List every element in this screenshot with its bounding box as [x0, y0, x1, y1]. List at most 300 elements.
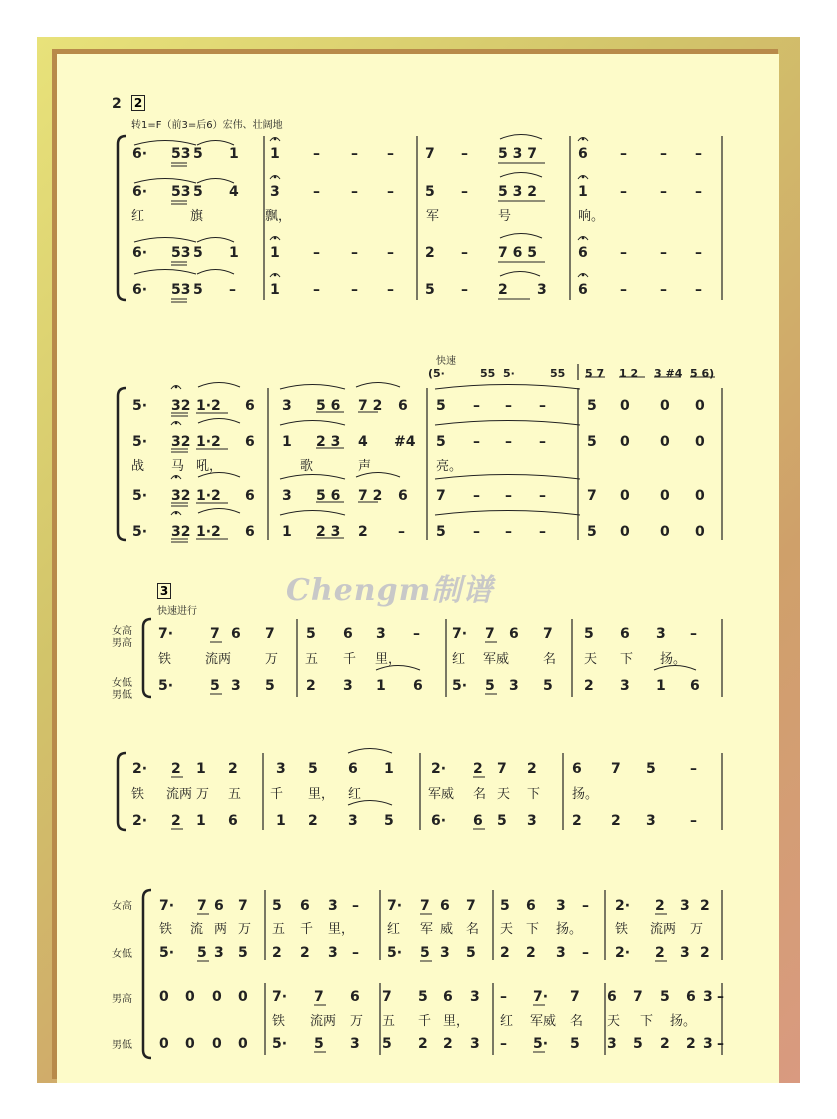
slur [198, 473, 240, 478]
slur [435, 511, 580, 516]
voice-1-note: 3 [282, 398, 292, 414]
voice-1-note: 6 [343, 626, 353, 642]
voice-4-note: 32 [171, 524, 191, 540]
lyric: 五 [272, 922, 286, 937]
voice-1-note: – [461, 146, 468, 162]
lyric: 天 [497, 787, 511, 802]
voice-2-note: – [387, 184, 394, 200]
lyric: 铁 [158, 652, 172, 667]
voice-4-note: 1 [270, 282, 280, 298]
voice-2-note: 3 [348, 813, 358, 829]
alto-note: 5· [159, 945, 175, 961]
slur [197, 238, 234, 243]
voice-label: 女高 [112, 901, 132, 912]
lyric: 两 [214, 922, 228, 937]
bass-note: 5 [570, 1036, 580, 1052]
voice-1-note: 5 [646, 761, 656, 777]
voice-3-note: 0 [660, 488, 670, 504]
fermata-dot [274, 138, 277, 141]
tempo-marking: 快速进行 [157, 606, 197, 617]
tenor-note: 6 [350, 989, 360, 1005]
soprano-note: 2 [700, 898, 710, 914]
slur [280, 385, 345, 390]
tenor-note: 0 [185, 989, 195, 1005]
voice-1-note: 5 [308, 761, 318, 777]
voice-3-note: – [620, 245, 627, 261]
voice-3-note: 5 [193, 245, 203, 261]
slur [134, 141, 196, 146]
voice-2-note: 5· [132, 434, 148, 450]
alto-note: 3 [556, 945, 566, 961]
soprano-note: 3 [556, 898, 566, 914]
voice-1-note: 2 [228, 761, 238, 777]
lyric: 天 [500, 922, 514, 937]
voice-1-note: 5 [587, 398, 597, 414]
voice-2-note: 6 [245, 434, 255, 450]
lyric: 红 [348, 787, 362, 802]
alto-note: 5 [466, 945, 476, 961]
bass-note: 0 [212, 1036, 222, 1052]
voice-1-note: – [351, 146, 358, 162]
soprano-note: 2 [655, 898, 665, 914]
slur [134, 238, 196, 243]
alto-note: 3 [440, 945, 450, 961]
slur [198, 509, 240, 514]
voice-2-note: 3 [231, 678, 241, 694]
alto-note: 3 [328, 945, 338, 961]
soprano-note: 6 [440, 898, 450, 914]
voice-2-note: 5 [425, 184, 435, 200]
voice-1-note: 3 [376, 626, 386, 642]
voice-2-note: – [505, 434, 512, 450]
system-5-bracket [143, 890, 151, 1058]
voice-2-note: 5 [193, 184, 203, 200]
cue-note: (5· [428, 367, 445, 380]
voice-label: 女低 [112, 678, 132, 689]
voice-3-note: 1·2 [196, 488, 221, 504]
voice-2-note: 5 [497, 813, 507, 829]
lyric: 红 [131, 209, 145, 224]
voice-1-note: 5 [193, 146, 203, 162]
voice-2-note: 6· [132, 184, 148, 200]
voice-1-note: 1 [270, 146, 280, 162]
slur [134, 270, 196, 275]
cue-note: 5 7 [585, 367, 605, 380]
voice-1-note: – [620, 146, 627, 162]
slur [356, 383, 400, 388]
voice-2-note: 2 [308, 813, 318, 829]
voice-3-note: 5 6 [316, 488, 341, 504]
voice-2-note: 4 [358, 434, 368, 450]
lyric: 万 [350, 1014, 364, 1029]
lyric: 军威 [428, 787, 455, 802]
tenor-note: 7 [570, 989, 580, 1005]
soprano-note: 5 [272, 898, 282, 914]
voice-2-note: 6 [228, 813, 238, 829]
voice-label: 男低 [112, 1040, 132, 1051]
voice-1-note: 53 [171, 146, 191, 162]
voice-3-note: 32 [171, 488, 191, 504]
voice-2-note: 1 [196, 813, 206, 829]
lyric: 万 [690, 922, 704, 937]
voice-1-note: 6· [132, 146, 148, 162]
tenor-note: 0 [238, 989, 248, 1005]
voice-3-note: – [660, 245, 667, 261]
lyric: 流两 [310, 1014, 337, 1029]
alto-note: 2 [300, 945, 310, 961]
voice-1-note: 1 [196, 761, 206, 777]
lyric: 响。 [578, 209, 605, 224]
voice-1-note: 6 [245, 398, 255, 414]
voice-3-note: 7 [436, 488, 446, 504]
lyric: 飘， [265, 209, 292, 224]
lyric: 里， [308, 787, 335, 802]
lyric: 军 [420, 922, 434, 937]
voice-1-note: 7 [497, 761, 507, 777]
voice-3-note: – [313, 245, 320, 261]
lyric: 马 [171, 459, 185, 474]
voice-2-note: 3 [646, 813, 656, 829]
tenor-note: – [717, 989, 724, 1005]
voice-3-note: 6 [398, 488, 408, 504]
lyric: 军 [426, 209, 440, 224]
voice-4-note: – [461, 282, 468, 298]
voice-3-note: 6 [245, 488, 255, 504]
slur [654, 666, 696, 671]
voice-1-note: 2 [473, 761, 483, 777]
voice-1-note: 3 [656, 626, 666, 642]
voice-4-note: 5 [193, 282, 203, 298]
lyric: 下 [527, 787, 541, 802]
voice-3-note: – [505, 488, 512, 504]
voice-1-note: 7· [158, 626, 174, 642]
voice-2-note: – [690, 813, 697, 829]
bass-note: – [717, 1036, 724, 1052]
fermata-dot [582, 176, 585, 179]
voice-3-note: – [387, 245, 394, 261]
lyric: 里， [443, 1014, 470, 1029]
system-1-bracket [118, 136, 126, 300]
voice-4-note: 3 [537, 282, 547, 298]
fermata-dot [175, 512, 178, 515]
soprano-note: 5 [500, 898, 510, 914]
lyric: 五 [382, 1014, 396, 1029]
voice-2-note: 5 [485, 678, 495, 694]
tenor-note: 6 [686, 989, 696, 1005]
cue-note: 5· [503, 367, 515, 380]
tenor-note: 6 [443, 989, 453, 1005]
lyric: 扬。 [660, 652, 687, 667]
voice-1-note: 7 [543, 626, 553, 642]
lyric: 五 [228, 787, 242, 802]
lyric: 红 [387, 922, 401, 937]
lyric: 铁 [272, 1014, 286, 1029]
lyric: 名 [473, 787, 487, 802]
slur [500, 173, 542, 178]
slur [197, 141, 234, 146]
voice-1-note: – [473, 398, 480, 414]
tenor-note: 3 [703, 989, 713, 1005]
watermark: Chengm制谱 [286, 573, 494, 608]
fermata-dot [175, 422, 178, 425]
lyric: 流两 [166, 787, 193, 802]
soprano-note: – [352, 898, 359, 914]
voice-3-note: 0 [620, 488, 630, 504]
voice-2-note: 4 [229, 184, 239, 200]
slur [435, 421, 580, 426]
lyric: 歌 [300, 459, 314, 474]
voice-3-note: 2 [425, 245, 435, 261]
slur [348, 749, 392, 754]
lyric: 流两 [650, 922, 677, 937]
slur [376, 666, 420, 671]
lyric: 千 [300, 922, 314, 937]
voice-2-note: – [313, 184, 320, 200]
voice-4-note: 0 [620, 524, 630, 540]
lyric: 流 [190, 922, 204, 937]
voice-1-note: 1·2 [196, 398, 221, 414]
voice-3-note: 53 [171, 245, 191, 261]
fermata-dot [582, 237, 585, 240]
voice-4-note: 1 [282, 524, 292, 540]
lyric: 流两 [205, 652, 232, 667]
alto-note: 2 [272, 945, 282, 961]
voice-4-note: – [660, 282, 667, 298]
tenor-note: 7· [272, 989, 288, 1005]
bass-note: 5 [633, 1036, 643, 1052]
voice-2-note: 2 3 [316, 434, 341, 450]
tenor-note: 5 [418, 989, 428, 1005]
voice-2-note: 6· [431, 813, 447, 829]
voice-1-note: – [539, 398, 546, 414]
slur [197, 270, 234, 275]
lyric: 扬。 [670, 1014, 697, 1029]
voice-1-note: 6 [572, 761, 582, 777]
voice-1-note: 7 2 [358, 398, 383, 414]
voice-label: 女低 [112, 949, 132, 960]
lyric: 扬。 [556, 922, 583, 937]
lyric: 名 [466, 922, 480, 937]
slur [280, 421, 345, 426]
slur [500, 135, 542, 140]
voice-1-note: 6 [509, 626, 519, 642]
tenor-note: – [500, 989, 507, 1005]
voice-2-note: – [620, 184, 627, 200]
voice-3-note: 7 2 [358, 488, 383, 504]
voice-4-note: – [313, 282, 320, 298]
voice-2-note: 1·2 [196, 434, 221, 450]
voice-4-note: 2 [358, 524, 368, 540]
fermata-dot [274, 274, 277, 277]
system-3-bracket [143, 619, 151, 697]
tenor-note: 0 [212, 989, 222, 1005]
voice-2-note: 0 [660, 434, 670, 450]
voice-3-note: – [473, 488, 480, 504]
voice-2-note: 6 [473, 813, 483, 829]
voice-2-note: 2· [132, 813, 148, 829]
soprano-note: 6 [526, 898, 536, 914]
voice-2-note: 5 3 2 [498, 184, 537, 200]
voice-3-note: 1 [270, 245, 280, 261]
alto-note: 5· [387, 945, 403, 961]
fermata-dot [175, 476, 178, 479]
cue-note: 55 [550, 367, 566, 380]
voice-3-note: 3 [282, 488, 292, 504]
voice-label: 男高 [112, 638, 132, 649]
voice-1-note: – [660, 146, 667, 162]
lyric: 旗 [190, 209, 204, 224]
voice-2-note: – [539, 434, 546, 450]
alto-note: 3 [214, 945, 224, 961]
voice-1-note: 3 [276, 761, 286, 777]
voice-1-note: 7 [265, 626, 275, 642]
voice-4-note: 2 [498, 282, 508, 298]
voice-2-note: 5 [543, 678, 553, 694]
bass-note: 0 [159, 1036, 169, 1052]
lyric: 铁 [131, 787, 145, 802]
voice-2-note: 5 [210, 678, 220, 694]
alto-note: 2· [615, 945, 631, 961]
voice-2-note: 2 [171, 813, 181, 829]
bass-note: 2 [443, 1036, 453, 1052]
voice-4-note: 1·2 [196, 524, 221, 540]
tenor-note: 6 [607, 989, 617, 1005]
tenor-note: 3 [470, 989, 480, 1005]
voice-2-note: 2 [572, 813, 582, 829]
alto-note: 2 [500, 945, 510, 961]
tempo-marking: 快速 [436, 356, 456, 367]
voice-2-note: 1 [282, 434, 292, 450]
voice-label: 男高 [112, 994, 132, 1005]
voice-1-note: – [690, 761, 697, 777]
voice-3-note: 1 [229, 245, 239, 261]
fermata-dot [175, 386, 178, 389]
lyric: 五 [305, 652, 319, 667]
lyric: 千 [270, 787, 284, 802]
alto-note: 2 [700, 945, 710, 961]
voice-2-note: 1 [578, 184, 588, 200]
voice-1-note: 5· [132, 398, 148, 414]
voice-4-note: 6 [245, 524, 255, 540]
tenor-note: 7· [533, 989, 549, 1005]
lyric: 威 [440, 922, 454, 937]
tenor-note: 5 [660, 989, 670, 1005]
bass-note: 3 [703, 1036, 713, 1052]
bass-note: 3 [470, 1036, 480, 1052]
lyric: 千 [343, 652, 357, 667]
voice-1-note: 1 [384, 761, 394, 777]
voice-4-note: 6 [578, 282, 588, 298]
soprano-note: 6 [300, 898, 310, 914]
voice-3-note: – [539, 488, 546, 504]
lyric: 红 [500, 1014, 514, 1029]
alto-note: 2 [655, 945, 665, 961]
soprano-note: 7· [159, 898, 175, 914]
fermata-dot [582, 138, 585, 141]
lyric: 吼， [196, 459, 223, 474]
voice-2-note: 0 [620, 434, 630, 450]
voice-2-note: 5· [452, 678, 468, 694]
soprano-note: 7 [420, 898, 430, 914]
voice-1-note: 2 [527, 761, 537, 777]
voice-4-note: – [387, 282, 394, 298]
lyric: 扬。 [572, 787, 599, 802]
tempo-marking: 转1=F（前3=后6）宏伟、壮阔地 [131, 120, 283, 131]
voice-1-note: 5 [436, 398, 446, 414]
voice-2-note: 1 [656, 678, 666, 694]
voice-1-note: 7 [485, 626, 495, 642]
voice-3-note: 5· [132, 488, 148, 504]
voice-4-note: 53 [171, 282, 191, 298]
voice-4-note: – [620, 282, 627, 298]
soprano-note: 7 [466, 898, 476, 914]
alto-note: 2 [526, 945, 536, 961]
voice-4-note: 6· [132, 282, 148, 298]
voice-2-note: 6 [690, 678, 700, 694]
cue-note: 5 6) [690, 367, 715, 380]
voice-2-note: – [461, 184, 468, 200]
voice-4-note: 5· [132, 524, 148, 540]
bass-note: 3 [607, 1036, 617, 1052]
soprano-note: – [582, 898, 589, 914]
lyric: 下 [526, 922, 540, 937]
page-number: 2 [112, 96, 122, 112]
voice-2-note: – [351, 184, 358, 200]
bass-note: 2 [686, 1036, 696, 1052]
voice-2-note: 3 [343, 678, 353, 694]
voice-3-note: 7 [587, 488, 597, 504]
voice-1-note: 32 [171, 398, 191, 414]
slur [197, 179, 234, 184]
voice-1-note: 6 [398, 398, 408, 414]
system-2-bracket [118, 388, 126, 540]
voice-2-note: 6 [413, 678, 423, 694]
voice-1-note: 0 [660, 398, 670, 414]
cue-note: 55 [480, 367, 496, 380]
soprano-note: 2· [615, 898, 631, 914]
slur [198, 419, 240, 424]
bass-note: – [500, 1036, 507, 1052]
voice-1-note: – [413, 626, 420, 642]
voice-4-note: 0 [660, 524, 670, 540]
rehearsal-mark: 3 [157, 583, 171, 599]
voice-1-note: – [690, 626, 697, 642]
voice-1-note: 2· [431, 761, 447, 777]
voice-1-note: 7 [425, 146, 435, 162]
bass-note: 3 [350, 1036, 360, 1052]
lyric: 名 [543, 652, 557, 667]
lyric: 铁 [159, 922, 173, 937]
voice-2-note: 5 [384, 813, 394, 829]
voice-2-note: 2 [611, 813, 621, 829]
lyric: 红 [452, 652, 466, 667]
voice-3-note: – [351, 245, 358, 261]
voice-4-note: 5 [436, 524, 446, 540]
alto-note: 5 [238, 945, 248, 961]
voice-1-note: 7· [452, 626, 468, 642]
tenor-note: 7 [382, 989, 392, 1005]
bass-note: 5 [382, 1036, 392, 1052]
slur [198, 383, 240, 388]
slur [356, 473, 400, 478]
lyric: 铁 [615, 922, 629, 937]
bass-note: 5 [314, 1036, 324, 1052]
lyric: 军威 [483, 652, 510, 667]
voice-3-note: 6· [132, 245, 148, 261]
fermata-dot [274, 237, 277, 240]
voice-1-note: 5 [306, 626, 316, 642]
voice-2-note: #4 [394, 434, 416, 450]
